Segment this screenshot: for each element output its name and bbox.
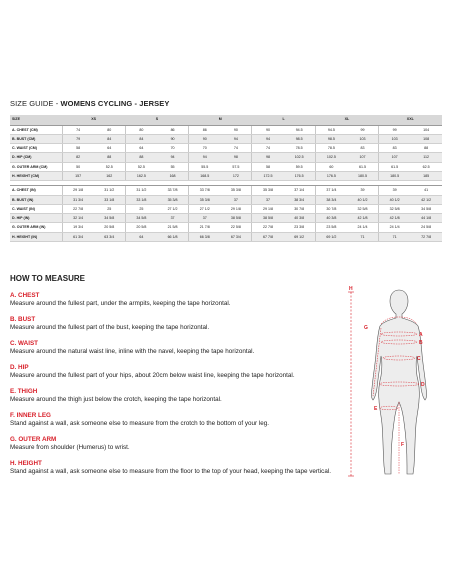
measure-description: Measure from shoulder (Humerus) to wrist. xyxy=(10,444,130,451)
table-cell: 35 3/8 xyxy=(157,195,189,204)
table-cell: 72 7/8 xyxy=(410,232,442,241)
table-cell: 44 1/8 xyxy=(410,214,442,223)
table-cell: 86 xyxy=(157,125,189,134)
table-cell: 63 3/4 xyxy=(94,232,126,241)
measure-height xyxy=(10,460,340,476)
table-cell: 168.5 xyxy=(189,171,221,180)
size-header-label: SIZE xyxy=(10,115,62,125)
table-cell: 64 xyxy=(94,144,126,153)
table-cell: 108 xyxy=(410,134,442,143)
table-cell: 32 1/4 xyxy=(62,214,94,223)
row-label: A. CHEST (IN) xyxy=(10,186,62,195)
table-row xyxy=(10,223,442,232)
table-cell: 107 xyxy=(379,153,411,162)
table-cell: 37 xyxy=(252,195,284,204)
row-label: G. OUTER ARM (CM) xyxy=(10,162,62,171)
table-cell: 30 7/8 xyxy=(315,204,347,213)
table-cell: 34 5/8 xyxy=(125,214,157,223)
table-cell: 29 1/8 xyxy=(62,186,94,195)
table-cell: 78.5 xyxy=(315,144,347,153)
table-cell: 30 7/8 xyxy=(284,204,316,213)
measure-title: D. HIP xyxy=(10,364,29,371)
measure-outer-arm xyxy=(10,436,340,452)
measure-title: H. HEIGHT xyxy=(10,460,42,467)
table-cell: 61.5 xyxy=(347,162,379,171)
table-cell: 52.5 xyxy=(125,162,157,171)
table-cell: 90 xyxy=(220,125,252,134)
table-row xyxy=(10,125,442,134)
table-cell: 40 1/2 xyxy=(379,195,411,204)
table-cell: 66 1/8 xyxy=(157,232,189,241)
table-cell: 88 xyxy=(94,153,126,162)
table-cell: 94 xyxy=(157,153,189,162)
table-cell: 55 xyxy=(157,162,189,171)
measure-title: A. CHEST xyxy=(10,292,40,299)
table-row xyxy=(10,162,442,171)
measure-title: G. OUTER ARM xyxy=(10,436,57,443)
measure-title: B. BUST xyxy=(10,316,36,323)
table-cell: 38 5/8 xyxy=(220,214,252,223)
table-cell: 33 7/8 xyxy=(157,186,189,195)
table-cell: 33 7/8 xyxy=(189,186,221,195)
table-cell: 98.5 xyxy=(284,134,316,143)
table-cell: 80 xyxy=(125,125,157,134)
table-cell: 104 xyxy=(410,125,442,134)
table-cell: 84 xyxy=(125,134,157,143)
table-cell: 69 1/2 xyxy=(284,232,316,241)
table-cell: 103 xyxy=(379,134,411,143)
table-cell: 70 xyxy=(189,144,221,153)
measure-description: Measure around the thigh just below the crotch, keeping the tape horizontal. xyxy=(10,396,222,403)
table-cell: 84 xyxy=(94,134,126,143)
table-cell: 35 3/8 xyxy=(220,186,252,195)
table-cell: 172.5 xyxy=(252,171,284,180)
table-cell: 21 5/8 xyxy=(157,223,189,232)
table-cell: 62.5 xyxy=(410,162,442,171)
table-cell: 180.5 xyxy=(347,171,379,180)
table-row xyxy=(10,204,442,213)
table-cell: 55.5 xyxy=(189,162,221,171)
table-cell: 37 xyxy=(189,214,221,223)
table-row xyxy=(10,195,442,204)
row-label: H. HEIGHT (IN) xyxy=(10,232,62,241)
measure-title: E. THIGH xyxy=(10,388,38,395)
table-cell: 99 xyxy=(347,125,379,134)
table-cell: 22 7/8 xyxy=(62,204,94,213)
table-cell: 37 1/4 xyxy=(315,186,347,195)
table-cell: 33 1/8 xyxy=(94,195,126,204)
table-cell: 74 xyxy=(252,144,284,153)
measure-description: Measure around the natural waist line, inline with the navel, keeping the tape horizontal. xyxy=(10,348,255,355)
table-cell: 21 7/8 xyxy=(189,223,221,232)
table-cell: 37 xyxy=(157,214,189,223)
table-cell: 23 3/8 xyxy=(284,223,316,232)
table-cell: 71 xyxy=(347,232,379,241)
table-cell: 57.5 xyxy=(220,162,252,171)
table-cell: 59.5 xyxy=(284,162,316,171)
size-header-xs: XS xyxy=(62,115,125,125)
table-cell: 71 xyxy=(379,232,411,241)
table-cell: 40 3/8 xyxy=(284,214,316,223)
label-e: E xyxy=(374,406,378,412)
table-row xyxy=(10,171,442,180)
measure-chest xyxy=(10,292,340,308)
table-cell: 74 xyxy=(62,125,94,134)
label-g: G xyxy=(364,325,368,331)
table-cell: 107 xyxy=(347,153,379,162)
table-cell: 25 xyxy=(125,204,157,213)
measure-thigh xyxy=(10,388,340,404)
table-cell: 37 1/4 xyxy=(284,186,316,195)
table-cell: 176.5 xyxy=(284,171,316,180)
table-cell: 78.5 xyxy=(284,144,316,153)
table-cell: 61 3/4 xyxy=(62,232,94,241)
measure-description: Measure around the fullest part of your hips, about 20cm below waist line, keeping the tape horizontal. xyxy=(10,372,295,379)
table-cell: 25 xyxy=(94,204,126,213)
measure-description: Stand against a wall, ask someone else to measure from the crotch to the bottom of your leg. xyxy=(10,420,270,427)
table-row xyxy=(10,144,442,153)
table-cell: 94 xyxy=(252,134,284,143)
measure-description: Stand against a wall, ask someone else to measure from the floor to the top of your head, keeping the tape vertical. xyxy=(10,468,331,475)
table-cell: 42 1/8 xyxy=(347,214,379,223)
table-cell: 67 7/8 xyxy=(252,232,284,241)
table-cell: 34 5/8 xyxy=(410,204,442,213)
table-cell: 162 xyxy=(94,171,126,180)
label-h: H xyxy=(349,286,353,292)
table-cell: 94 xyxy=(220,134,252,143)
table-cell: 83 xyxy=(379,144,411,153)
table-cell: 52.5 xyxy=(94,162,126,171)
label-b: B xyxy=(419,340,423,346)
table-cell: 66 3/8 xyxy=(189,232,221,241)
size-header-l: L xyxy=(252,115,315,125)
table-cell: 24 1/4 xyxy=(379,223,411,232)
table-cell: 31 3/4 xyxy=(62,195,94,204)
row-label: A. CHEST (CM) xyxy=(10,125,62,134)
table-cell: 24 5/8 xyxy=(410,223,442,232)
label-c: C xyxy=(417,356,421,362)
table-cell: 42 1/2 xyxy=(410,195,442,204)
table-cell: 22 5/8 xyxy=(220,223,252,232)
body-measurement-figure xyxy=(343,284,443,484)
table-cell: 102.5 xyxy=(315,153,347,162)
table-cell: 39 xyxy=(347,186,379,195)
size-guide-title xyxy=(10,99,169,108)
row-label: C. WAIST (CM) xyxy=(10,144,62,153)
table-cell: 27 1/2 xyxy=(189,204,221,213)
label-a: A xyxy=(419,332,423,338)
measure-waist xyxy=(10,340,340,356)
table-cell: 112 xyxy=(410,153,442,162)
table-cell: 102.5 xyxy=(284,153,316,162)
table-cell: 180.5 xyxy=(379,171,411,180)
table-cell: 58 xyxy=(62,144,94,153)
size-header-row xyxy=(10,115,442,125)
table-cell: 58 xyxy=(252,162,284,171)
table-cell: 162.5 xyxy=(125,171,157,180)
table-cell: 69 1/2 xyxy=(315,232,347,241)
table-cell: 34 5/8 xyxy=(94,214,126,223)
size-header-s: S xyxy=(125,115,188,125)
table-cell: 33 1/8 xyxy=(125,195,157,204)
table-cell: 35 3/8 xyxy=(252,186,284,195)
table-cell: 38 5/8 xyxy=(252,214,284,223)
table-cell: 185 xyxy=(410,171,442,180)
table-cell: 40 3/8 xyxy=(315,214,347,223)
table-cell: 98.5 xyxy=(315,134,347,143)
measure-title: F. INNER LEG xyxy=(10,412,51,419)
table-row xyxy=(10,186,442,195)
table-cell: 20 5/8 xyxy=(94,223,126,232)
label-d: D xyxy=(421,382,425,388)
table-cell: 74 xyxy=(220,144,252,153)
title-main: WOMENS CYCLING - JERSEY xyxy=(60,99,170,108)
size-header-xl: XL xyxy=(315,115,378,125)
measure-bust xyxy=(10,316,340,332)
table-cell: 90 xyxy=(189,134,221,143)
table-cell: 82 xyxy=(62,153,94,162)
table-cell: 31 1/2 xyxy=(94,186,126,195)
table-cell: 31 1/2 xyxy=(125,186,157,195)
table-cell: 61.5 xyxy=(379,162,411,171)
table-cell: 99 xyxy=(379,125,411,134)
table-cell: 67 3/4 xyxy=(220,232,252,241)
table-cell: 19 3/4 xyxy=(62,223,94,232)
row-label: G. OUTER ARM (IN) xyxy=(10,223,62,232)
table-cell: 98 xyxy=(252,153,284,162)
label-f: F xyxy=(401,442,405,448)
table-cell: 38 3/4 xyxy=(315,195,347,204)
measure-description: Measure around the fullest part, under the armpits, keeping the tape horizontal. xyxy=(10,300,231,307)
table-cell: 157 xyxy=(62,171,94,180)
size-header-xxl: XXL xyxy=(379,115,442,125)
table-cell: 24 1/4 xyxy=(347,223,379,232)
row-label: B. BUST (IN) xyxy=(10,195,62,204)
table-cell: 64 xyxy=(125,144,157,153)
table-cell: 103 xyxy=(347,134,379,143)
measure-hip xyxy=(10,364,340,380)
size-table-body xyxy=(10,125,442,242)
table-cell: 88 xyxy=(125,153,157,162)
table-cell: 83 xyxy=(347,144,379,153)
row-label: B. BUST (CM) xyxy=(10,134,62,143)
table-cell: 176.5 xyxy=(315,171,347,180)
table-cell: 32 5/8 xyxy=(379,204,411,213)
table-cell: 40 1/2 xyxy=(347,195,379,204)
table-cell: 60 xyxy=(315,162,347,171)
size-table xyxy=(10,115,442,242)
table-cell: 41 xyxy=(410,186,442,195)
table-cell: 42 1/8 xyxy=(379,214,411,223)
table-cell: 64 xyxy=(125,232,157,241)
table-cell: 88 xyxy=(410,144,442,153)
table-row xyxy=(10,232,442,241)
table-cell: 172 xyxy=(220,171,252,180)
row-label: C. WAIST (IN) xyxy=(10,204,62,213)
table-cell: 39 xyxy=(379,186,411,195)
title-prefix: SIZE GUIDE - xyxy=(10,99,61,108)
measure-inner-leg xyxy=(10,412,340,428)
table-cell: 90 xyxy=(252,125,284,134)
table-cell: 35 3/8 xyxy=(189,195,221,204)
table-cell: 79 xyxy=(62,134,94,143)
table-cell: 32 5/8 xyxy=(347,204,379,213)
table-cell: 98 xyxy=(220,153,252,162)
table-cell: 50 xyxy=(62,162,94,171)
table-cell: 94.5 xyxy=(315,125,347,134)
table-cell: 168 xyxy=(157,171,189,180)
table-cell: 94 xyxy=(189,153,221,162)
table-row xyxy=(10,214,442,223)
row-label: D. HIP (IN) xyxy=(10,214,62,223)
table-cell: 90 xyxy=(157,134,189,143)
table-row xyxy=(10,153,442,162)
how-to-measure-heading: HOW TO MEASURE xyxy=(10,274,85,283)
table-cell: 37 xyxy=(220,195,252,204)
table-cell: 20 5/8 xyxy=(125,223,157,232)
table-cell: 38 3/4 xyxy=(284,195,316,204)
table-cell: 29 1/8 xyxy=(252,204,284,213)
measure-description: Measure around the fullest part of the bust, keeping the tape horizontal. xyxy=(10,324,210,331)
table-cell: 23 5/8 xyxy=(315,223,347,232)
table-row xyxy=(10,134,442,143)
row-label: H. HEIGHT (CM) xyxy=(10,171,62,180)
measure-title: C. WAIST xyxy=(10,340,38,347)
table-cell: 22 7/8 xyxy=(252,223,284,232)
table-cell: 29 1/8 xyxy=(220,204,252,213)
table-cell: 70 xyxy=(157,144,189,153)
table-cell: 80 xyxy=(94,125,126,134)
table-cell: 86 xyxy=(189,125,221,134)
row-label: D. HIP (CM) xyxy=(10,153,62,162)
table-cell: 94.5 xyxy=(284,125,316,134)
table-cell: 27 1/2 xyxy=(157,204,189,213)
size-header-m: M xyxy=(189,115,252,125)
